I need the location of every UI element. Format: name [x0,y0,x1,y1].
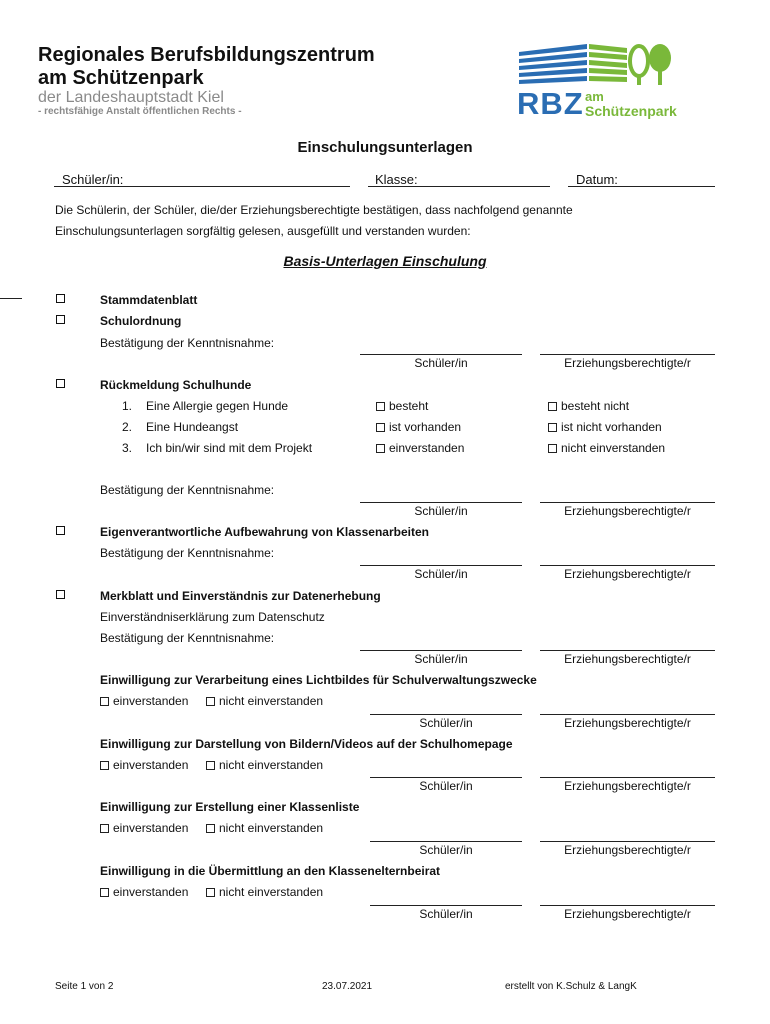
signature-line-erz[interactable] [540,565,715,566]
dog-q3-number: 3. [122,441,133,455]
checkbox-icon[interactable] [206,888,215,897]
signature-label-erz: Erziehungsberechtigte/r [564,504,691,518]
signature-line-schueler[interactable] [360,502,522,503]
elternbeirat-label: Einwilligung in die Übermittlung an den Klassenelternbeirat [100,864,441,878]
signature-line-erz[interactable] [540,841,715,842]
checkbox-icon[interactable] [548,402,557,411]
dog-q3-option-a[interactable]: einverstanden [376,441,464,456]
signature-label-schueler: Schüler/in [419,716,473,730]
datenerhebung-checkbox[interactable] [56,590,65,599]
signature-label-schueler: Schüler/in [414,567,468,581]
lichtbild-option-yes[interactable]: einverstanden [100,694,188,709]
signature-line-erz[interactable] [540,777,715,778]
signature-label-erz: Erziehungsberechtigte/r [564,567,691,581]
signature-line-schueler[interactable] [360,565,522,566]
signature-line-erz[interactable] [540,502,715,503]
signature-label-schueler: Schüler/in [419,907,473,921]
kenntnis-label: Bestätigung der Kenntnisnahme: [100,483,275,497]
kenntnis-label: Bestätigung der Kenntnisnahme: [100,631,275,645]
signature-line-schueler[interactable] [360,354,522,355]
signature-line-schueler[interactable] [370,777,522,778]
elternbeirat-option-yes[interactable]: einverstanden [100,885,188,900]
signature-label-schueler: Schüler/in [414,504,468,518]
dog-q3-text: Ich bin/wir sind mit dem Projekt [146,441,313,455]
schueler-label: Schüler/in: [62,172,124,187]
signature-line-schueler[interactable] [370,714,522,715]
signature-line-erz[interactable] [540,354,715,355]
rbz-logo [515,40,685,125]
dog-q2-number: 2. [122,420,133,434]
dog-q2-option-a[interactable]: ist vorhanden [376,420,461,435]
signature-label-erz: Erziehungsberechtigte/r [564,779,691,793]
stammdaten-label: Stammdatenblatt [100,293,198,307]
checkbox-icon[interactable] [376,444,385,453]
checkbox-icon[interactable] [206,761,215,770]
rbz-logo-graphic [515,40,685,92]
dog-q2-option-b[interactable]: ist nicht vorhanden [548,420,662,435]
school-name-line2: am Schützenpark [38,67,204,89]
intro-line2: Einschulungsunterlagen sorgfältig gelesen, ausgefüllt und verstanden wurden: [55,224,471,238]
checkbox-icon[interactable] [100,888,109,897]
checkbox-icon[interactable] [206,824,215,833]
homepage-option-no[interactable]: nicht einverstanden [206,758,323,773]
rbz-logo-text: RBZ [517,86,584,121]
section-title: Basis-Unterlagen Einschulung [283,253,487,269]
signature-line-erz[interactable] [540,650,715,651]
datenschutz-label: Einverständniserklärung zum Datenschutz [100,610,325,624]
datenerhebung-label: Merkblatt und Einverständnis zur Datenerhebung [100,589,381,603]
elternbeirat-option-no[interactable]: nicht einverstanden [206,885,323,900]
checkbox-icon[interactable] [376,423,385,432]
dog-q1-option-a[interactable]: besteht [376,399,428,414]
schueler-field[interactable] [54,186,350,187]
school-subtitle: der Landeshauptstadt Kiel [38,89,224,106]
form-title: Einschulungsunterlagen [297,139,473,156]
aufbewahrung-label: Eigenverantwortliche Aufbewahrung von Klassenarbeiten [100,525,429,539]
dog-q1-number: 1. [122,399,133,413]
klassenliste-label: Einwilligung zur Erstellung einer Klassenliste [100,800,360,814]
signature-line-erz[interactable] [540,905,715,906]
checkbox-icon[interactable] [376,402,385,411]
signature-line-schueler[interactable] [370,841,522,842]
lichtbild-label: Einwilligung zur Verarbeitung eines Lichtbildes für Schulverwaltungszwecke [100,673,537,687]
homepage-label: Einwilligung zur Darstellung von Bildern/Videos auf der Schulhomepage [100,737,513,751]
schulhunde-checkbox[interactable] [56,379,65,388]
homepage-option-yes[interactable]: einverstanden [100,758,188,773]
checkbox-icon[interactable] [100,824,109,833]
rbz-logo-am: am [585,89,604,104]
footer-author: erstellt von K.Schulz & LangK [505,981,637,992]
dog-q2-text: Eine Hundeangst [146,420,239,434]
datum-label: Datum: [576,172,618,187]
schulhunde-label: Rückmeldung Schulhunde [100,378,252,392]
klasse-field[interactable] [368,186,550,187]
signature-line-schueler[interactable] [370,905,522,906]
signature-label-erz: Erziehungsberechtigte/r [564,652,691,666]
schulordnung-checkbox[interactable] [56,315,65,324]
kenntnis-label: Bestätigung der Kenntnisnahme: [100,546,275,560]
checkbox-icon[interactable] [206,697,215,706]
signature-line-schueler[interactable] [360,650,522,651]
signature-label-schueler: Schüler/in [419,843,473,857]
schulordnung-label: Schulordnung [100,314,182,328]
school-name-line1: Regionales Berufsbildungszentrum [38,44,375,66]
checkbox-icon[interactable] [548,444,557,453]
signature-label-erz: Erziehungsberechtigte/r [564,716,691,730]
dog-q1-text: Eine Allergie gegen Hunde [146,399,289,413]
checkbox-icon[interactable] [548,423,557,432]
stammdaten-checkbox[interactable] [56,294,65,303]
margin-mark [0,298,22,299]
signature-line-erz[interactable] [540,714,715,715]
dog-q3-option-b[interactable]: nicht einverstanden [548,441,665,456]
lichtbild-option-no[interactable]: nicht einverstanden [206,694,323,709]
klassenliste-option-yes[interactable]: einverstanden [100,821,188,836]
intro-line1: Die Schülerin, der Schüler, die/der Erziehungsberechtigte bestätigen, dass nachfolgend genannte [55,203,573,217]
klasse-label: Klasse: [375,172,418,187]
rbz-logo-place: Schützenpark [585,103,677,119]
footer-page: Seite 1 von 2 [55,981,114,992]
checkbox-icon[interactable] [100,761,109,770]
dog-q1-option-b[interactable]: besteht nicht [548,399,629,414]
signature-label-erz: Erziehungsberechtigte/r [564,907,691,921]
signature-label-schueler: Schüler/in [419,779,473,793]
klassenliste-option-no[interactable]: nicht einverstanden [206,821,323,836]
signature-label-schueler: Schüler/in [414,652,468,666]
signature-label-erz: Erziehungsberechtigte/r [564,843,691,857]
signature-label-schueler: Schüler/in [414,356,468,370]
checkbox-icon[interactable] [100,697,109,706]
signature-label-erz: Erziehungsberechtigte/r [564,356,691,370]
school-legal-note: - rechtsfähige Anstalt öffentlichen Rechts - [38,106,242,117]
aufbewahrung-checkbox[interactable] [56,526,65,535]
datum-field[interactable] [568,186,715,187]
kenntnis-label: Bestätigung der Kenntnisnahme: [100,336,275,350]
footer-date: 23.07.2021 [322,981,373,992]
